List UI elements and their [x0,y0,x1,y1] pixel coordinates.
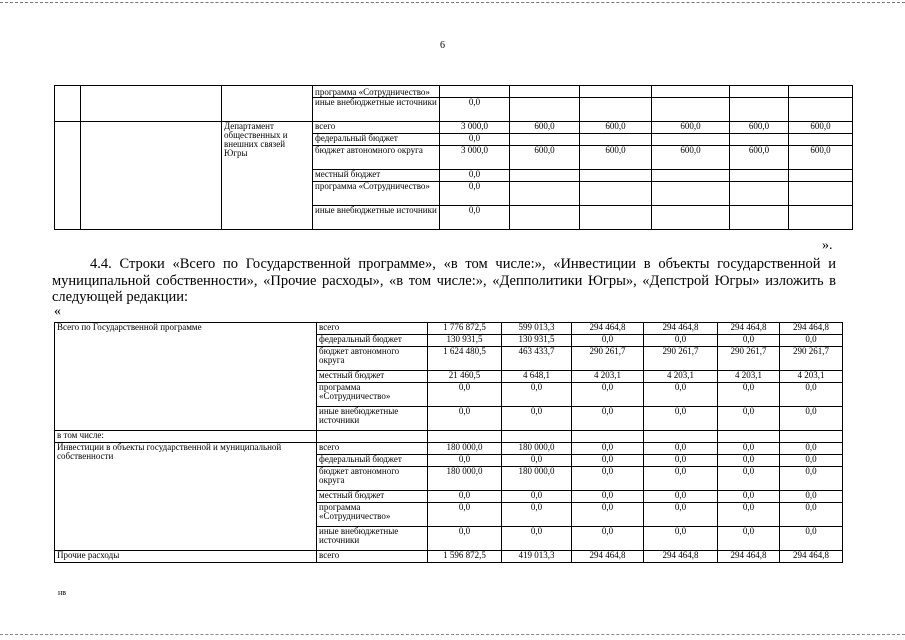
source-type-cell: местный бюджет [317,491,428,503]
value-cell: 294 464,8 [644,551,718,563]
value-cell: 0,0 [572,443,644,455]
value-cell: 294 464,8 [780,551,843,563]
value-cell: 0,0 [572,455,644,467]
value-cell: 294 464,8 [780,323,843,335]
value-cell [580,86,652,98]
value-cell: 419 013,3 [502,551,572,563]
value-cell: 0,0 [644,527,718,551]
source-type-cell: федеральный бюджет [317,455,428,467]
value-cell: 0,0 [440,170,510,182]
value-cell [510,86,580,98]
value-cell: 600,0 [730,146,789,170]
value-cell: 0,0 [718,335,780,347]
value-cell [789,182,853,206]
table-row [55,122,853,134]
table-cell [55,86,81,122]
value-cell: 290 261,7 [718,347,780,371]
source-type-cell: программа «Сотрудничество» [313,86,440,98]
value-cell: 130 931,5 [502,335,572,347]
value-cell [730,86,789,98]
value-cell: 0,0 [718,491,780,503]
table-cell [644,431,718,443]
value-cell: 600,0 [730,122,789,134]
subheader-cell: в том числе: [55,431,317,443]
source-type-cell: всего [317,443,428,455]
value-cell: 1 596 872,5 [428,551,502,563]
value-cell: 0,0 [502,527,572,551]
value-cell: 0,0 [718,503,780,527]
value-cell: 0,0 [428,383,502,407]
value-cell: 0,0 [780,383,843,407]
value-cell: 290 261,7 [572,347,644,371]
table-cell [81,122,222,230]
value-cell: 0,0 [572,335,644,347]
value-cell: 0,0 [780,335,843,347]
value-cell [580,134,652,146]
value-cell: 0,0 [780,527,843,551]
source-type-cell: иные внебюджетные источники [313,98,440,122]
value-cell [652,134,730,146]
budget-table-new-edition [54,322,843,563]
source-type-cell: иные внебюджетные источники [317,407,428,431]
value-cell [652,86,730,98]
value-cell: 0,0 [502,503,572,527]
value-cell: 0,0 [718,383,780,407]
value-cell: 4 203,1 [718,371,780,383]
value-cell: 0,0 [502,491,572,503]
value-cell: 0,0 [502,455,572,467]
value-cell: 3 000,0 [440,122,510,134]
source-type-cell: программа «Сотрудничество» [317,503,428,527]
value-cell: 0,0 [718,407,780,431]
scan-edge-top [0,2,905,5]
table-row [55,86,853,98]
source-type-cell: программа «Сотрудничество» [313,182,440,206]
value-cell: 290 261,7 [780,347,843,371]
value-cell: 0,0 [428,407,502,431]
value-cell: 0,0 [644,467,718,491]
value-cell: 0,0 [644,455,718,467]
opening-quote: « [54,304,61,319]
value-cell [510,98,580,122]
value-cell: 0,0 [572,407,644,431]
value-cell: 294 464,8 [644,323,718,335]
value-cell: 0,0 [572,503,644,527]
value-cell: 0,0 [428,491,502,503]
row-label-cell: Прочие расходы [55,551,317,563]
source-type-cell: бюджет автономного округа [313,146,440,170]
value-cell: 130 931,5 [428,335,502,347]
value-cell [730,170,789,182]
table-row [55,431,843,443]
value-cell [730,206,789,230]
amendment-paragraph [52,256,836,306]
value-cell: 0,0 [780,407,843,431]
source-type-cell: федеральный бюджет [313,134,440,146]
value-cell [510,134,580,146]
table-row [55,443,843,455]
value-cell [789,86,853,98]
value-cell: 1 624 480,5 [428,347,502,371]
value-cell: 180 000,0 [502,443,572,455]
value-cell: 0,0 [572,383,644,407]
value-cell [789,206,853,230]
table-cell [55,122,81,230]
source-type-cell: иные внебюджетные источники [317,527,428,551]
table-cell [718,431,780,443]
value-cell: 600,0 [510,122,580,134]
value-cell: 4 203,1 [780,371,843,383]
value-cell [652,170,730,182]
source-type-cell: всего [317,551,428,563]
value-cell: 0,0 [440,206,510,230]
value-cell: 0,0 [428,527,502,551]
value-cell: 0,0 [644,503,718,527]
value-cell: 0,0 [572,467,644,491]
amendment-text: 4.4. Строки «Всего по Государственной программе», «в том числе:», «Инвестиции в объекты государственной и муниципальной собственности», «Прочие расходы», «в том числе:», «Депполитики Югры», «Депстрой Югры» изложить в следующей редакции: [52,256,836,305]
value-cell: 600,0 [652,122,730,134]
value-cell [789,134,853,146]
value-cell: 4 203,1 [572,371,644,383]
value-cell: 0,0 [572,491,644,503]
source-type-cell: программа «Сотрудничество» [317,383,428,407]
value-cell: 0,0 [440,98,510,122]
value-cell: 463 433,7 [502,347,572,371]
table-cell [222,86,313,122]
budget-table-continued [54,85,853,230]
source-type-cell: бюджет автономного округа [317,467,428,491]
value-cell: 0,0 [428,503,502,527]
table-cell [317,431,428,443]
value-cell [789,98,853,122]
value-cell: 0,0 [644,335,718,347]
value-cell: 600,0 [580,122,652,134]
value-cell: 0,0 [644,383,718,407]
value-cell [730,134,789,146]
table-cell [428,431,502,443]
value-cell [580,182,652,206]
value-cell: 600,0 [789,122,853,134]
source-type-cell: всего [317,323,428,335]
value-cell [580,206,652,230]
value-cell: 1 776 872,5 [428,323,502,335]
source-type-cell: всего [313,122,440,134]
table-cell [780,431,843,443]
value-cell: 0,0 [440,182,510,206]
source-type-cell: федеральный бюджет [317,335,428,347]
value-cell: 3 000,0 [440,146,510,170]
value-cell: 0,0 [718,455,780,467]
value-cell: 0,0 [440,134,510,146]
value-cell: 0,0 [502,383,572,407]
page-number: 6 [440,40,445,51]
table-cell [81,86,222,122]
value-cell [652,182,730,206]
value-cell: 600,0 [580,146,652,170]
value-cell: 0,0 [718,443,780,455]
value-cell: 0,0 [644,491,718,503]
value-cell: 294 464,8 [572,551,644,563]
value-cell: 180 000,0 [502,467,572,491]
value-cell: 0,0 [428,455,502,467]
value-cell: 294 464,8 [718,323,780,335]
value-cell [440,86,510,98]
value-cell [652,206,730,230]
value-cell: 0,0 [572,527,644,551]
scan-edge-bottom [0,634,905,635]
closing-quote: ». [822,238,833,253]
value-cell: 21 460,5 [428,371,502,383]
value-cell: 0,0 [718,467,780,491]
value-cell: 0,0 [780,467,843,491]
value-cell [580,170,652,182]
value-cell: 180 000,0 [428,443,502,455]
value-cell: 294 464,8 [572,323,644,335]
value-cell [510,170,580,182]
value-cell: 290 261,7 [644,347,718,371]
table-row [55,551,843,563]
footer-note: нв [58,588,67,597]
value-cell: 4 203,1 [644,371,718,383]
value-cell: 600,0 [510,146,580,170]
value-cell [652,98,730,122]
value-cell: 0,0 [780,455,843,467]
value-cell: 0,0 [780,503,843,527]
value-cell [730,98,789,122]
source-type-cell: местный бюджет [313,170,440,182]
table-row [55,323,843,335]
table-cell [572,431,644,443]
row-label-cell: Всего по Государственной программе [55,323,317,431]
source-type-cell: бюджет автономного округа [317,347,428,371]
value-cell: 0,0 [502,407,572,431]
value-cell: 600,0 [652,146,730,170]
value-cell [510,206,580,230]
value-cell: 599 013,3 [502,323,572,335]
value-cell: 180 000,0 [428,467,502,491]
value-cell: 4 648,1 [502,371,572,383]
row-label-cell: Инвестиции в объекты государственной и муниципальной собственности [55,443,317,551]
value-cell: 0,0 [780,443,843,455]
value-cell [789,170,853,182]
value-cell: 0,0 [718,527,780,551]
value-cell [580,98,652,122]
table-cell [502,431,572,443]
source-type-cell: местный бюджет [317,371,428,383]
source-type-cell: иные внебюджетные источники [313,206,440,230]
value-cell [510,182,580,206]
department-cell: Департамент общественных и внешних связей Югры [222,122,313,230]
value-cell: 0,0 [780,491,843,503]
value-cell: 294 464,8 [718,551,780,563]
value-cell: 600,0 [789,146,853,170]
value-cell: 0,0 [644,443,718,455]
value-cell [730,182,789,206]
value-cell: 0,0 [644,407,718,431]
